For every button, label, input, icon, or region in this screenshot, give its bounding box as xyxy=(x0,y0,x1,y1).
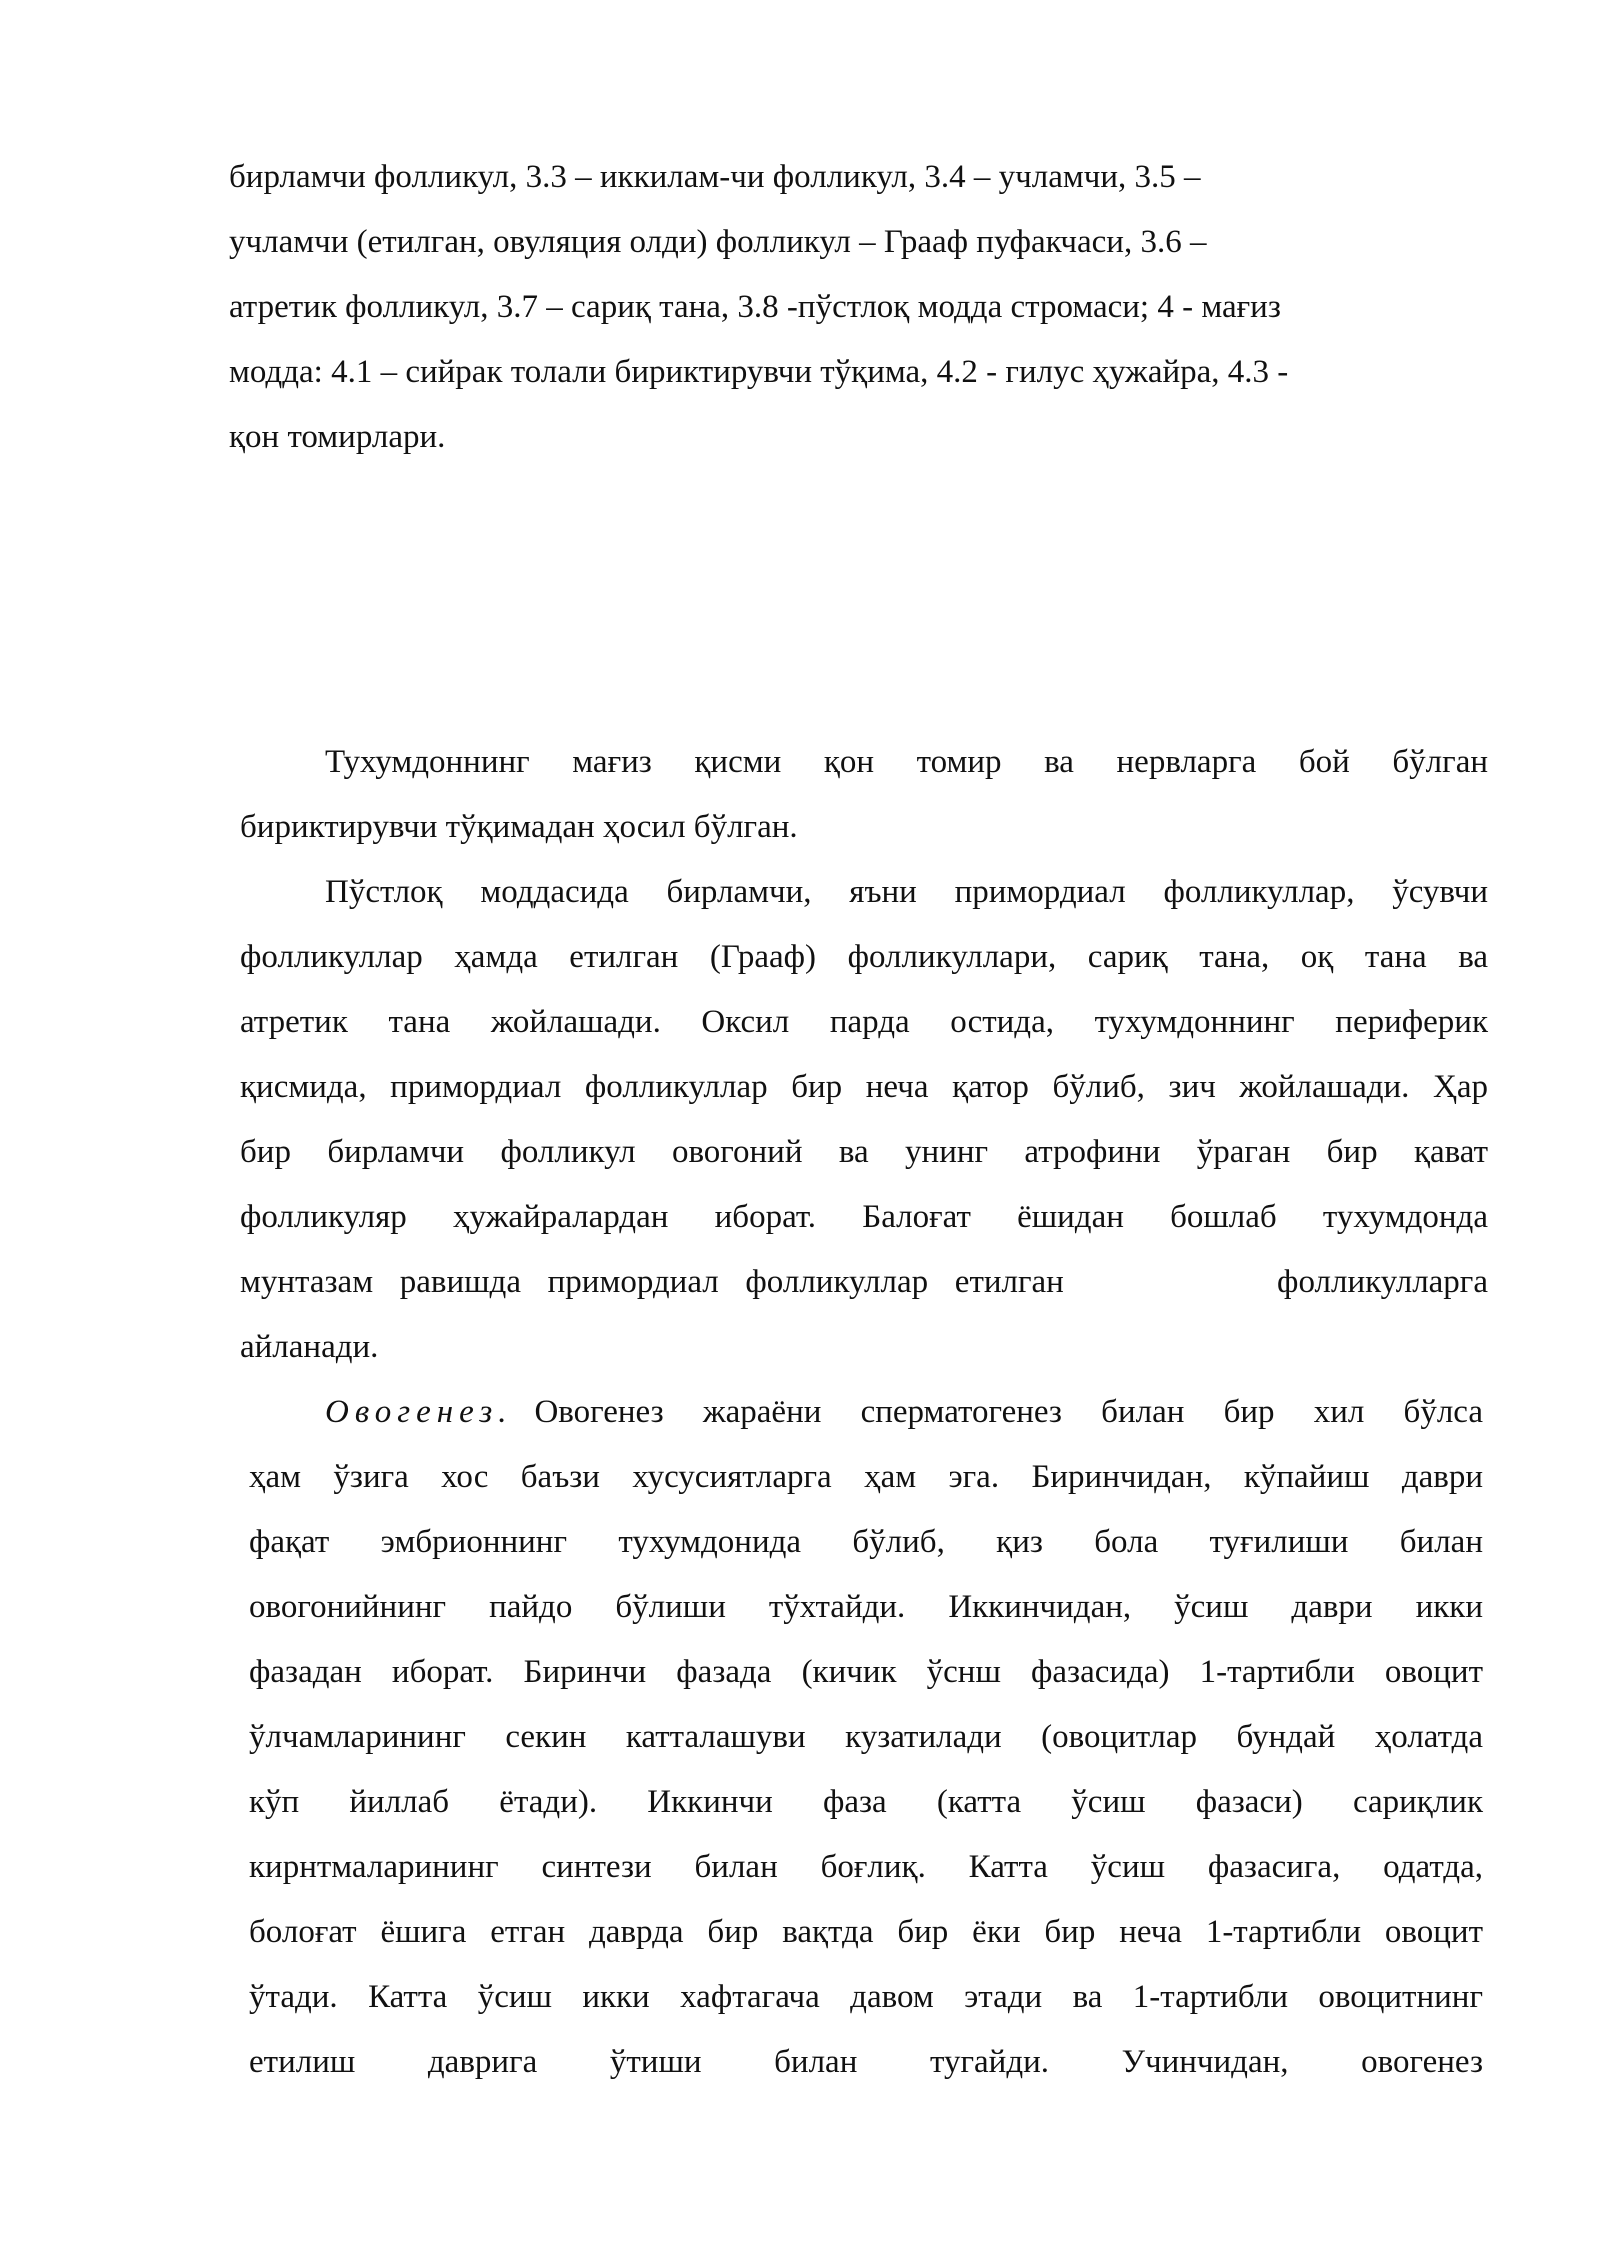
paragraph-2-line-8: айланади. xyxy=(240,1329,379,1365)
paragraph-2-line-6: фолликуляр ҳужайралардан иборат. Балоғат ёшидан бошлаб тухумдонда xyxy=(240,1199,1488,1235)
paragraph-3-line-1-text: Овогенез жараёни сперматогенез билан бир хил бўлса xyxy=(534,1394,1483,1430)
caption-line-3: атретик фолликул, 3.7 – сариқ тана, 3.8 -пўстлоқ модда стромаси; 4 - мағиз xyxy=(229,289,1281,325)
paragraph-3-line-6: ўлчамларининг секин катталашуви кузатилади (овоцитлар бундай ҳолатда xyxy=(249,1719,1483,1755)
paragraph-2-line-1: Пўстлоқ моддасида бирламчи, яъни примордиал фолликуллар, ўсувчи xyxy=(325,874,1488,910)
paragraph-2-line-2: фолликуллар ҳамда етилган (Грааф) фолликуллари, сариқ тана, оқ тана ва xyxy=(240,939,1488,975)
paragraph-3-line-2: ҳам ўзига хос баъзи хусусиятларга ҳам эга. Биринчидан, кўпайиш даври xyxy=(249,1459,1483,1495)
caption-line-4: модда: 4.1 – сийрак толали бириктирувчи тўқима, 4.2 - гилус ҳужайра, 4.3 - xyxy=(229,354,1289,390)
paragraph-2-line-4: қисмида, примордиал фолликуллар бир неча қатор бўлиб, зич жойлашади. Ҳар xyxy=(240,1069,1488,1105)
section-heading: Овогенез. xyxy=(325,1394,513,1430)
paragraph-3-line-1 xyxy=(325,1392,1483,1432)
paragraph-3-line-11: етилиш даврига ўтиши билан тугайди. Учинчидан, овогенез xyxy=(249,2044,1483,2080)
paragraph-3-line-7: кўп йиллаб ётади). Иккинчи фаза (катта ўсиш фазаси) сариқлик xyxy=(249,1784,1483,1820)
paragraph-3-line-3: фақат эмбрионнинг тухумдонида бўлиб, қиз бола туғилиши билан xyxy=(249,1524,1483,1560)
paragraph-2-line-3: атретик тана жойлашади. Оксил парда остида, тухумдоннинг периферик xyxy=(240,1004,1488,1040)
caption-line-1: бирламчи фолликул, 3.3 – иккилам-чи фолликул, 3.4 – учламчи, 3.5 – xyxy=(229,159,1201,195)
caption-line-2: учламчи (етилган, овуляция олди) фолликул – Грааф пуфакчаси, 3.6 – xyxy=(229,224,1207,260)
paragraph-3-line-5: фазадан иборат. Биринчи фазада (кичик ўснш фазасида) 1-тартибли овоцит xyxy=(249,1654,1483,1690)
paragraph-3-line-10: ўтади. Катта ўсиш икки хафтагача давом этади ва 1-тартибли овоцитнинг xyxy=(249,1979,1483,2015)
paragraph-2-line-5: бир бирламчи фолликул овогоний ва унинг атрофини ўраган бир қават xyxy=(240,1134,1488,1170)
paragraph-1-line-1: Тухумдоннинг мағиз қисми қон томир ва нервларга бой бўлган xyxy=(325,744,1488,780)
paragraph-3-line-8: кирнтмаларининг синтези билан боғлиқ. Катта ўсиш фазасига, одатда, xyxy=(249,1849,1483,1885)
paragraph-1-line-2: бириктирувчи тўқимадан ҳосил бўлган. xyxy=(240,809,798,845)
paragraph-3-line-9: болоғат ёшига етган даврда бир вақтда бир ёки бир неча 1-тартибли овоцит xyxy=(249,1914,1483,1950)
paragraph-3-line-4: овогонийнинг пайдо бўлиши тўхтайди. Иккинчидан, ўсиш даври икки xyxy=(249,1589,1483,1625)
paragraph-2-line-7: мунтазам равишда примордиал фолликуллар етилган фолликулларга xyxy=(240,1264,1488,1300)
caption-line-5: қон томирлари. xyxy=(229,419,446,455)
